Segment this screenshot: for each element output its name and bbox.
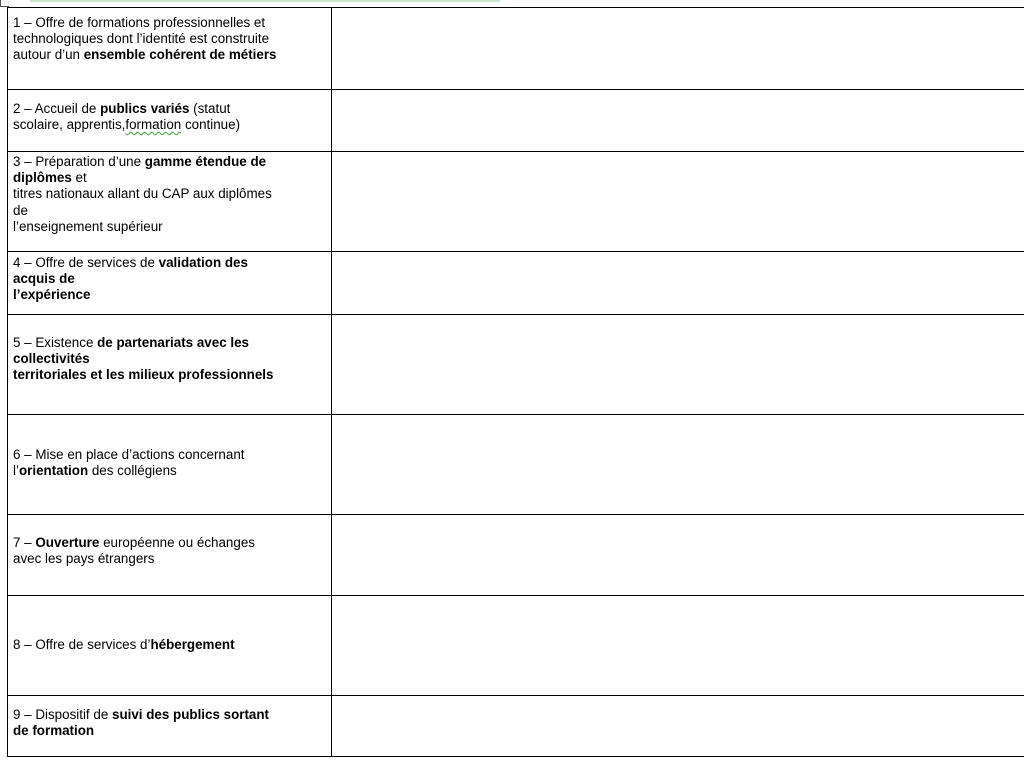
table-row	[8, 315, 1024, 415]
criterion-text: (statut	[189, 101, 231, 116]
criterion-cell-2	[8, 90, 332, 152]
top-highlight-strip	[30, 0, 500, 2]
criterion-cell-6	[8, 415, 332, 515]
spellcheck-word: formation	[125, 117, 182, 133]
criterion-keyword: territoriales et les milieux professionnels	[13, 367, 274, 383]
criterion-text: des collégiens	[88, 463, 177, 479]
criterion-keyword: orientation	[18, 463, 89, 479]
criterion-text: 1 – Offre de formations professionnelles et	[13, 15, 266, 30]
response-cell-9[interactable]	[332, 696, 1024, 757]
criteria-table	[7, 7, 1024, 757]
page-corner-mark	[0, 0, 9, 7]
table-row	[8, 8, 1024, 90]
criterion-text: de	[13, 202, 28, 218]
criterion-cell-5	[8, 315, 332, 415]
criterion-keyword: suivi des publics sortant	[112, 707, 270, 722]
criterion-text: 9 – Dispositif de	[13, 707, 112, 722]
response-cell-1[interactable]	[332, 8, 1024, 90]
criterion-cell-9	[8, 696, 332, 757]
table-row	[8, 90, 1024, 152]
criterion-cell-8	[8, 596, 332, 696]
response-cell-8[interactable]	[332, 596, 1024, 696]
criterion-text: l’	[13, 463, 19, 479]
response-cell-6[interactable]	[332, 415, 1024, 515]
criterion-text: scolaire, apprentis,	[13, 117, 126, 133]
criterion-keyword: diplômes	[13, 170, 72, 186]
criterion-keyword: collectivités	[13, 351, 90, 367]
criterion-keyword: de formation	[13, 723, 95, 739]
table-row	[8, 596, 1024, 696]
response-cell-7[interactable]	[332, 515, 1024, 596]
table-row	[8, 152, 1024, 252]
criterion-keyword: gamme étendue de	[144, 154, 267, 169]
criterion-text: 7 –	[13, 535, 36, 550]
criterion-text: technologiques dont l’identité est construite	[13, 31, 270, 47]
criterion-text: 2 – Accueil de	[13, 101, 101, 116]
response-cell-4[interactable]	[332, 252, 1024, 315]
criterion-keyword: Ouverture	[35, 535, 100, 550]
criterion-text: 4 – Offre de services de	[13, 255, 159, 270]
criterion-cell-3	[8, 152, 332, 252]
criterion-keyword: validation des	[158, 255, 248, 270]
criterion-text: 3 – Préparation d’une	[13, 154, 145, 169]
criterion-text: continue)	[181, 117, 241, 133]
criterion-text: titres nationaux allant du CAP aux diplômes	[13, 186, 272, 202]
criterion-text: avec les pays étrangers	[13, 551, 155, 567]
response-cell-3[interactable]	[332, 152, 1024, 252]
response-cell-2[interactable]	[332, 90, 1024, 152]
criterion-text: 5 – Existence	[13, 335, 98, 350]
criterion-cell-4	[8, 252, 332, 315]
table-row	[8, 252, 1024, 315]
criterion-text: 6 – Mise en place d’actions concernant	[13, 447, 245, 462]
criterion-text: et	[71, 170, 87, 186]
criterion-keyword: hébergement	[150, 637, 235, 653]
criterion-keyword: acquis de	[13, 271, 75, 287]
criterion-text: européenne ou échanges	[99, 535, 255, 550]
criterion-text: 8 – Offre de services d’	[13, 637, 151, 653]
criterion-text: autour d’un	[13, 47, 84, 63]
table-row	[8, 696, 1024, 757]
criterion-cell-1	[8, 8, 332, 90]
criterion-keyword: de partenariats avec les	[97, 335, 249, 350]
criterion-text: l’enseignement supérieur	[13, 218, 163, 234]
table-row	[8, 415, 1024, 515]
table-row	[8, 515, 1024, 596]
criterion-keyword: publics variés	[100, 101, 190, 116]
criterion-cell-7	[8, 515, 332, 596]
criterion-keyword: ensemble cohérent de métiers	[83, 47, 277, 63]
response-cell-5[interactable]	[332, 315, 1024, 415]
criterion-keyword: l’expérience	[13, 287, 91, 303]
